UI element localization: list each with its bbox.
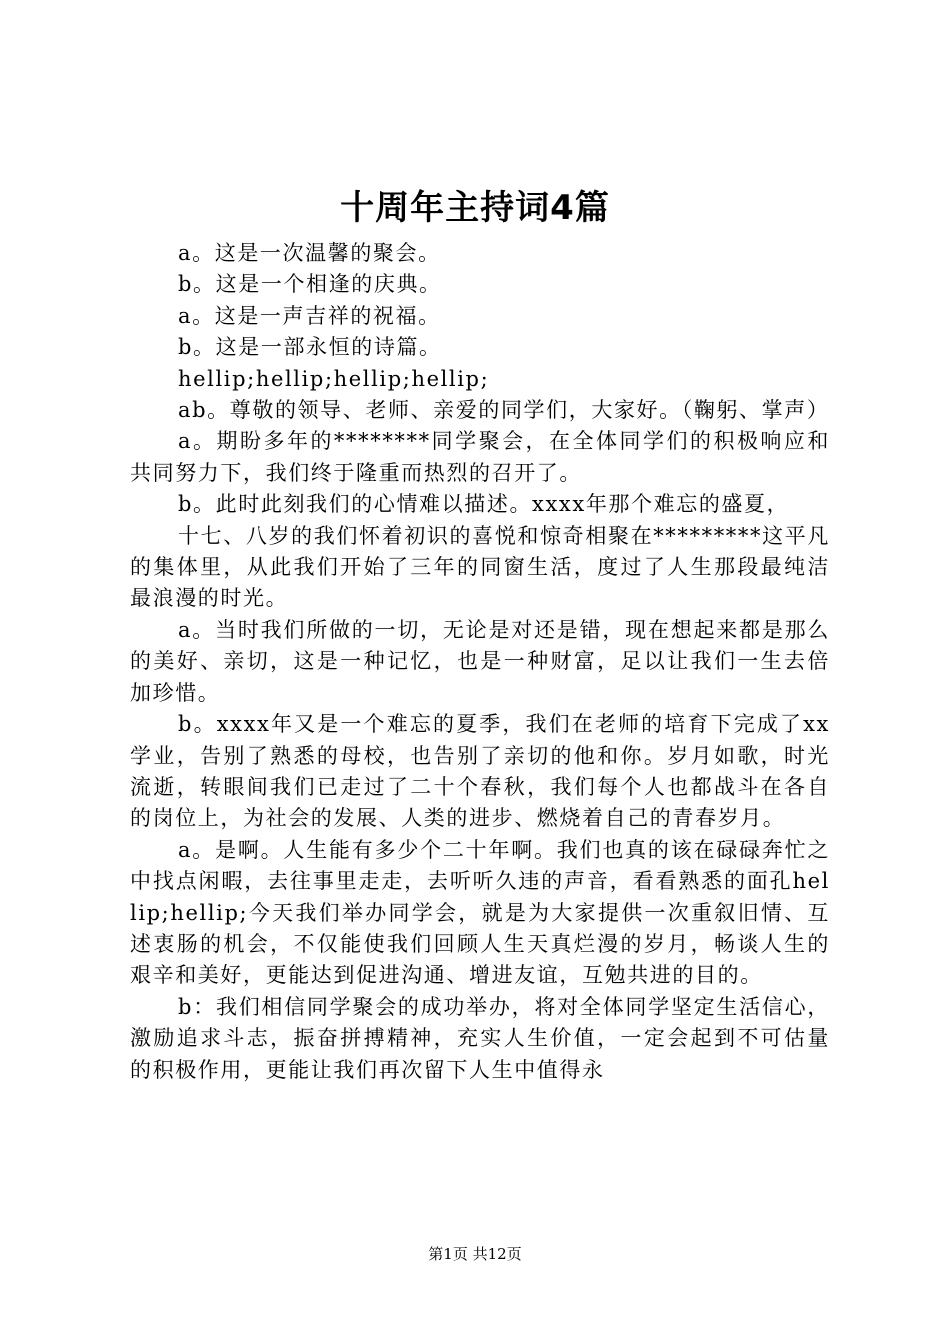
document-body [130,238,830,1086]
paragraph: b。这是一个相逢的庆典。 [178,272,442,297]
paragraph: ab。尊敬的领导、老师、亲爱的同学们，大家好。（鞠躬、掌声） [178,398,830,423]
paragraph: a。这是一次温馨的聚会。 [178,241,441,265]
paragraph: a。这是一声吉祥的祝福。 [178,303,441,328]
paragraph: b。xxxx年又是一个难忘的夏季，我们在老师的培育下完成了xx学业，告别了熟悉的母校，也告别了亲切的他和你。岁月如歌，时光流逝，转眼间我们已走过了二十个春秋，我们每个人也都战斗在各自的岗位上，为社会的发展、人类的进步、燃烧着自己的青春岁月。 [130,712,830,831]
paragraph: b：我们相信同学聚会的成功举办，将对全体同学坚定生活信心，激励追求斗志，振奋拼搏精神，充实人生价值，一定会起到不可估量的积极作用，更能让我们再次留下人生中值得永 [130,994,830,1082]
paragraph: hellip;hellip;hellip;hellip; [178,366,490,391]
paragraph: 十七、八岁的我们怀着初识的喜悦和惊奇相聚在*********这平凡的集体里，从此我们开始了三年的同窗生活，度过了人生那段最纯洁最浪漫的时光。 [130,523,830,611]
paragraph: a。是啊。人生能有多少个二十年啊。我们也真的该在碌碌奔忙之中找点闲暇，去往事里走走，去听听久违的声音，看看熟悉的面孔hellip;hellip;今天我们举办同学会，就是为大家提供一次重叙旧情、互述衷肠的机会，不仅能使我们回顾人生天真烂漫的岁月，畅谈人生的艰辛和美好，更能达到促进沟通、增进友谊，互勉共进的目的。 [130,837,830,988]
paragraph: a。当时我们所做的一切，无论是对还是错，现在想起来都是那么的美好、亲切，这是一种记忆，也是一种财富，足以让我们一生去倍加珍惜。 [130,617,830,705]
paragraph: a。期盼多年的********同学聚会，在全体同学们的积极响应和共同努力下，我们终于隆重而热烈的召开了。 [130,429,830,485]
paragraph: b。这是一部永恒的诗篇。 [178,335,442,360]
paragraph: b。此时此刻我们的心情难以描述。xxxx年那个难忘的盛夏， [178,492,790,517]
page-footer: 第1页 共12页 [428,1245,522,1263]
document-title: 十周年主持词4篇 [340,188,610,228]
